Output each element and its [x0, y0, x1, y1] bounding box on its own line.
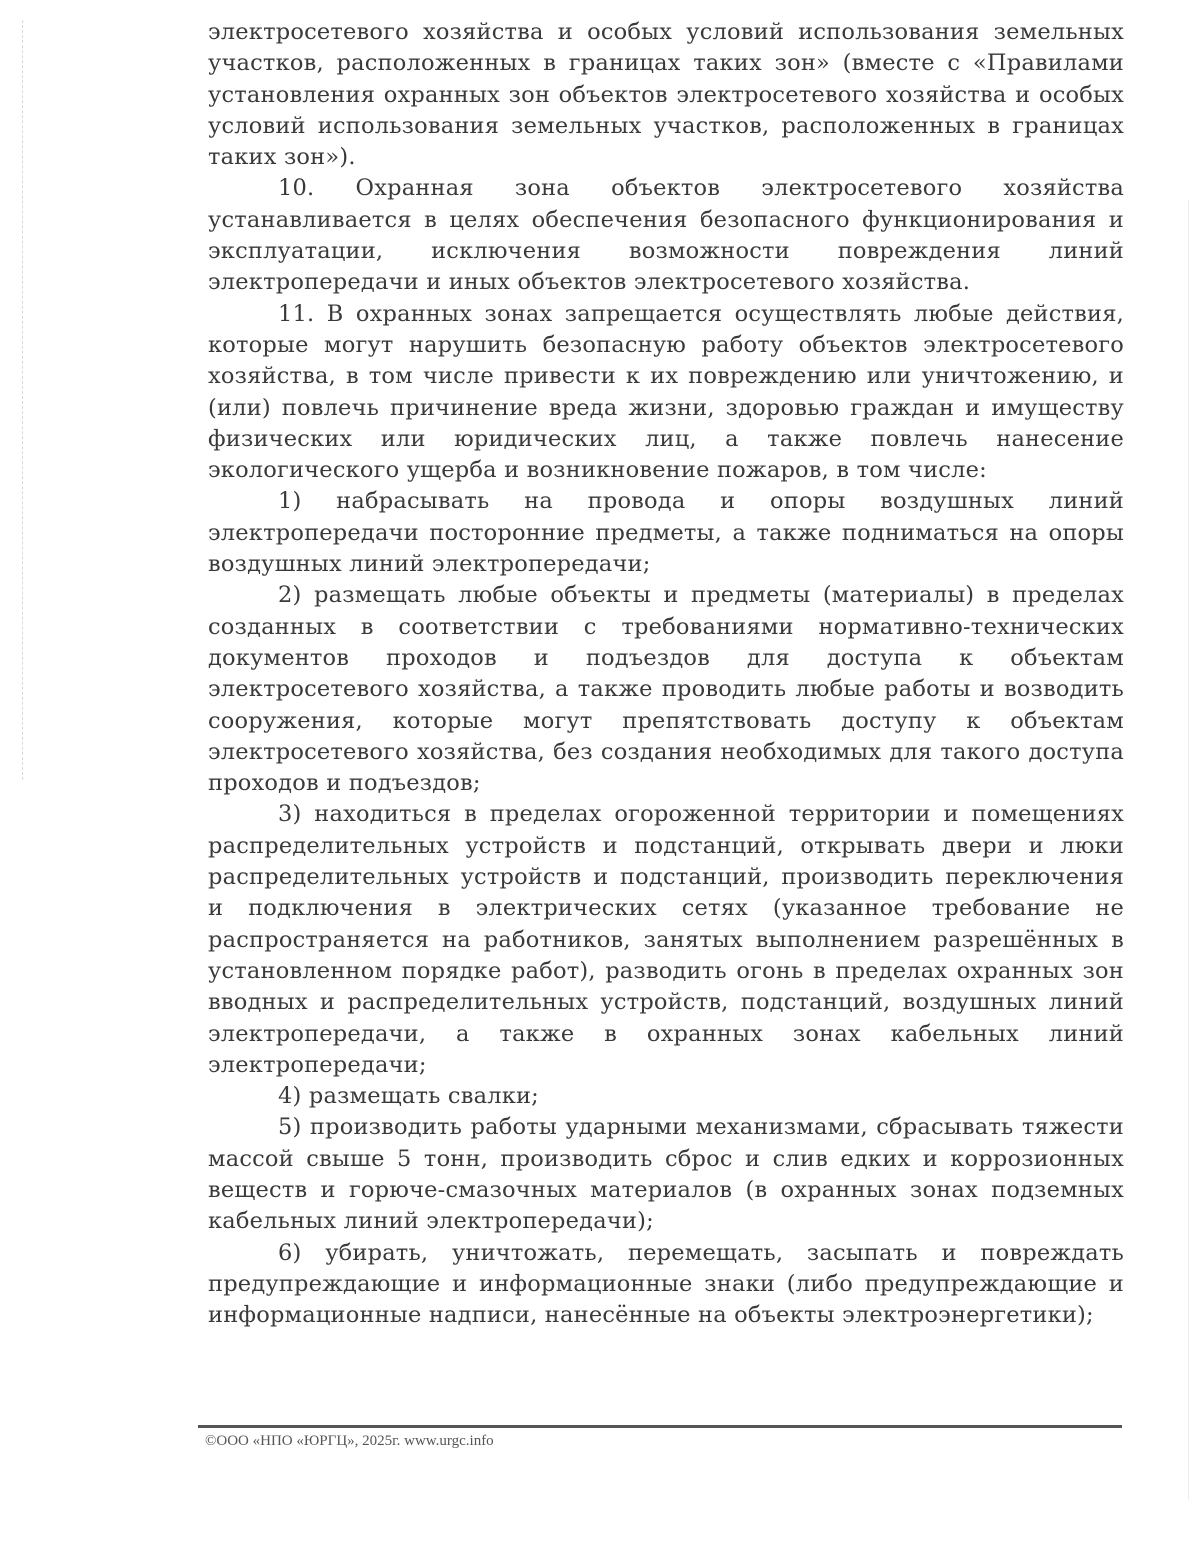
subitem-2: 2) размещать любые объекты и предметы (материалы) в пределах созданных в соответствии с требованиями нормативно-технических документов проходов и подъездов для доступа к объектам электросетевого хозяйства, а также проводить любые работы и возводить сооружения, которые могут препятствовать доступу к объектам электросетевого хозяйства, без создания необходимых для такого доступа проходов и подъездов;	[208, 582, 1124, 797]
scan-edge-mark	[1188, 200, 1190, 1500]
scan-edge-mark	[22, 20, 24, 780]
subitem-3: 3) находиться в пределах огороженной территории и помещениях распределительных устройств и подстанций, открывать двери и люки распределительных устройств и подстанций, производить переключения и подключения в электрических сетях (указанное требование не распространяется на работников, занятых выполнением разрешённых в установленном порядке работ), разводить огонь в пределах охранных зон вводных и распределительных устройств, подстанций, воздушных линий электропередачи, а также в охранных зонах кабельных линий электропередачи;	[208, 801, 1124, 1078]
paragraph-item-11: 11. В охранных зонах запрещается осуществлять любые действия, которые могут нарушить безопасную работу объектов электросетевого хозяйства, в том числе привести к их повреждению или уничтожению, и (или) повлечь причинение вреда жизни, здоровью граждан и имуществу физических или юридических лиц, а также повлечь нанесение экологического ущерба и возникновение пожаров, в том числе:	[208, 300, 1124, 484]
footer-copyright: ©ООО «НПО «ЮРГЦ», 2025г. www.urgc.info	[205, 1433, 494, 1449]
subitem-4: 4) размещать свалки;	[278, 1083, 539, 1110]
subitem-1: 1) набрасывать на провода и опоры воздушных линий электропередачи посторонние предметы, а также подниматься на опоры воздушных линий электропередачи;	[208, 488, 1124, 578]
document-body	[208, 17, 1124, 1331]
subitem-5: 5) производить работы ударными механизмами, сбрасывать тяжести массой свыше 5 тонн, производить сброс и слив едких и коррозионных веществ и горюче-смазочных материалов (в охранных зонах подземных кабельных линий электропередачи);	[208, 1114, 1124, 1235]
paragraph-continuation: электросетевого хозяйства и особых условий использования земельных участков, расположенных в границах таких зон» (вместе с «Правилами установления охранных зон объектов электросетевого хозяйства и особых условий использования земельных участков, расположенных в границах таких зон»).	[208, 19, 1124, 171]
paragraph-item-10: 10. Охранная зона объектов электросетевого хозяйства устанавливается в целях обеспечения безопасного функционирования и эксплуатации, исключения возможности повреждения линий электропередачи и иных объектов электросетевого хозяйства.	[208, 175, 1124, 296]
footer-divider	[198, 1425, 1122, 1428]
subitem-6: 6) убирать, уничтожать, перемещать, засыпать и повреждать предупреждающие и информационные знаки (либо предупреждающие и информационные надписи, нанесённые на объекты электроэнергетики);	[208, 1239, 1124, 1329]
